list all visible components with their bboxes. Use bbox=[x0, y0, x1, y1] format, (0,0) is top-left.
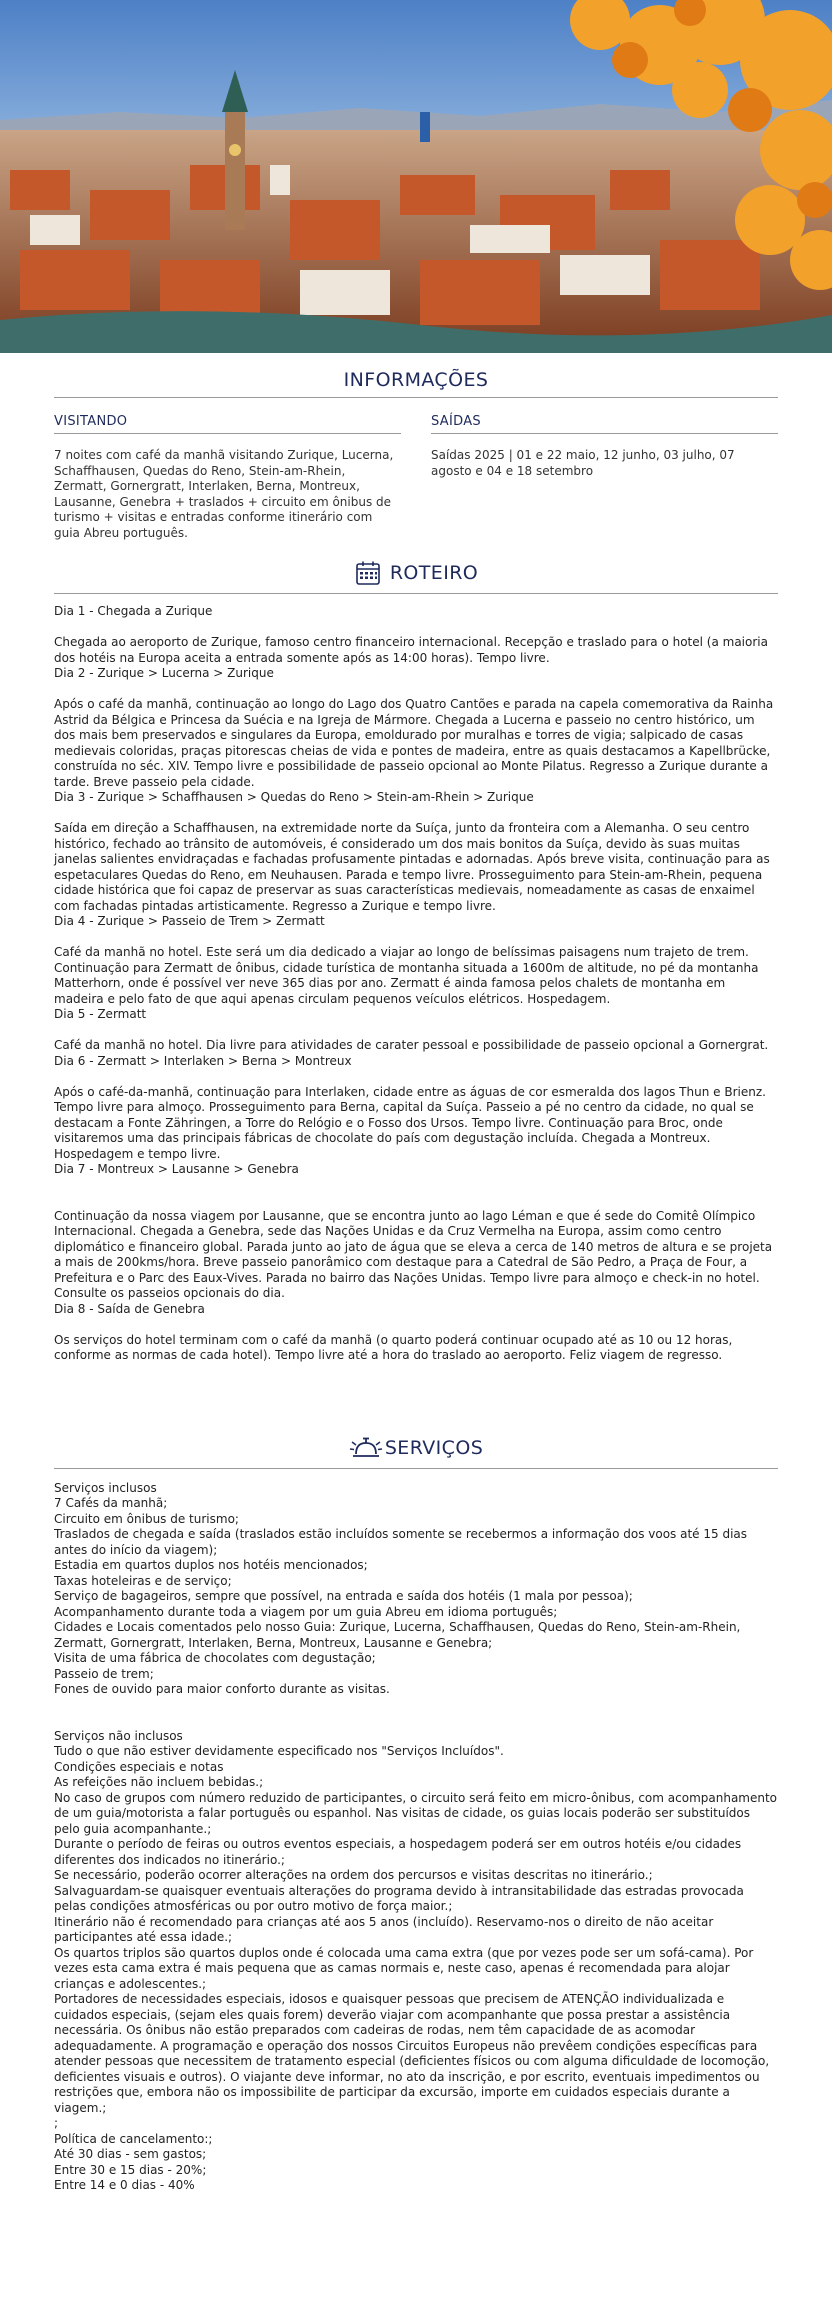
day-text: Chegada ao aeroporto de Zurique, famoso centro financeiro internacional. Recepção e traslado para o hotel (a maioria dos hotéis na Europa aceita a entrada somente após as 14:00 horas). Tempo livre. bbox=[54, 635, 768, 665]
services-list bbox=[54, 1481, 778, 2194]
day-text: Café da manhã no hotel. Dia livre para atividades de carater pessoal e possibilidade de passeio opcional a Gornergrat. bbox=[54, 1038, 769, 1052]
itinerary-day bbox=[54, 1007, 778, 1054]
service-line: Serviço de bagageiros, sempre que possível, na entrada e saída dos hotéis (1 mala por pessoa); bbox=[54, 1589, 633, 1603]
service-line: Estadia em quartos duplos nos hotéis mencionados; bbox=[54, 1558, 368, 1572]
service-line: Taxas hoteleiras e de serviço; bbox=[54, 1573, 232, 1588]
calendar-icon bbox=[354, 559, 382, 587]
servicos-section bbox=[54, 1434, 778, 2194]
service-line: As refeições não incluem bebidas.; bbox=[54, 1775, 264, 1789]
roteiro-title: ROTEIRO bbox=[389, 562, 479, 584]
day-title: Dia 6 - Zermatt > Interlaken > Berna > Montreux bbox=[54, 1053, 352, 1068]
service-line: Política de cancelamento:; bbox=[54, 2131, 213, 2146]
hero-image bbox=[0, 0, 832, 353]
day-text: Após o café-da-manhã, continuação para Interlaken, cidade entre as águas de cor esmeralda dos lagos Thun e Brienz. Tempo livre para almoço. Prosseguimento para Berna, capital da Suíça. Passeio a pé no centro da cidade, no qual se destacam a Fonte Zähringen, a Torre do Relógio e o Fosso dos Ursos. Tempo livre. Continuação para Broc, onde visitaremos uma das principais fábricas de chocolate do país com degustação incluída. Chegada a Montreux. Hospedagem e tempo livre. bbox=[54, 1084, 766, 1161]
day-title: Dia 5 - Zermatt bbox=[54, 1007, 147, 1021]
servicos-title: SERVIÇOS bbox=[384, 1436, 484, 1459]
service-line: Circuito em ônibus de turismo; bbox=[54, 1511, 239, 1526]
itinerary-day bbox=[54, 666, 778, 790]
itinerary-day bbox=[54, 1162, 778, 1302]
service-line: Passeio de trem; bbox=[54, 1666, 154, 1681]
service-line: Salvaguardam-se quaisquer eventuais alterações do programa devido à intransitabilidade das estradas provocada pelas condições atmosféricas ou por outro motivo de força maior.; bbox=[54, 1883, 744, 1913]
visiting-heading: VISITANDO bbox=[54, 414, 401, 434]
itinerary-day bbox=[54, 604, 778, 666]
service-line: No caso de grupos com número reduzido de participantes, o circuito será feito em micro-ônibus, com acompanhamento de um guia/motorista a falar português ou espanhol. Nas visitas de cidade, os guias locais poderão ser substituídos pelo guia acompanhante.; bbox=[54, 1790, 778, 1836]
day-text: Café da manhã no hotel. Este será um dia dedicado a viajar ao longo de belíssimas paisagens num trajeto de trem. Continuação para Zermatt de ônibus, cidade turística de montanha situada a 1600m de altitude, no pé da montanha Matterhorn, onde é possível ver neve 365 dias por ano. Zermatt é ainda famosa pelos chalets de montanha em madeira e pelo fato de que aqui apenas circulam pequenos veículos elétricos. Hospedagem. bbox=[54, 945, 759, 1006]
service-line: Cidades e Locais comentados pelo nosso Guia: Zurique, Lucerna, Schaffhausen, Quedas do Reno, Stein-am-Rhein, Zermatt, Gornergratt, Interlaken, Berna, Montreux, Lausanne e Genebra; bbox=[54, 1620, 741, 1650]
roteiro-section bbox=[54, 559, 778, 1364]
info-title: INFORMAÇÕES bbox=[343, 369, 489, 391]
departures-column bbox=[431, 404, 778, 541]
itinerary bbox=[54, 604, 778, 1364]
itinerary-day bbox=[54, 790, 778, 914]
day-title: Dia 1 - Chegada a Zurique bbox=[54, 604, 213, 618]
service-line: Fones de ouvido para maior conforto durante as visitas. bbox=[54, 1682, 390, 1696]
itinerary-day bbox=[54, 1302, 778, 1364]
day-title: Dia 2 - Zurique > Lucerna > Zurique bbox=[54, 666, 274, 680]
info-section bbox=[54, 369, 778, 541]
departures-text: Saídas 2025 | 01 e 22 maio, 12 junho, 03 julho, 07 agosto e 04 e 18 setembro bbox=[431, 448, 735, 478]
service-line: Os quartos triplos são quartos duplos onde é colocada uma cama extra (que por vezes pode ser um sofá-cama). Por vezes esta cama extra é mais pequena que as camas normais e, neste caso, apenas é recomendada para alojar crianças e adolescentes.; bbox=[54, 1945, 754, 1991]
service-line: Serviços não inclusos bbox=[54, 1728, 183, 1743]
itinerary-day bbox=[54, 914, 778, 1007]
service-line: Visita de uma fábrica de chocolates com degustação; bbox=[54, 1651, 376, 1665]
service-line: ; bbox=[54, 2116, 59, 2130]
servicos-section-title bbox=[54, 1434, 778, 1469]
day-title: Dia 7 - Montreux > Lausanne > Genebra bbox=[54, 1162, 299, 1176]
service-line: Até 30 dias - sem gastos; bbox=[54, 2147, 207, 2161]
service-line: 7 Cafés da manhã; bbox=[54, 1496, 168, 1510]
service-line: Durante o período de feiras ou outros eventos especiais, a hospedagem poderá ser em outros hotéis e/ou cidades diferentes dos indicados no itinerário.; bbox=[54, 1837, 742, 1867]
day-title: Dia 8 - Saída de Genebra bbox=[54, 1301, 205, 1316]
service-line: Portadores de necessidades especiais, idosos e quaisquer pessoas que precisem de ATENÇÃO individualizada e cuidados especiais, (sejam eles quais forem) deverão viajar com acompanhante que possa prestar a assistência necessária. Os ônibus não estão preparados com cadeiras de rodas, nem têm capacidade de as acomodar adequadamente. A programação e operação dos nossos Circuitos Europeus não prevêem condições específicas para atender pessoas que necessitem de tratamento especial (deficientes físicos ou com alguma dificuldade de locomoção, deficientes visuais e outros). O viajante deve informar, no ato da inscrição, e por escrito, eventuais impedimentos ou restrições que, embora não os impossibilite de participar da excursão, importe em cuidados especiais durante a viagem.; bbox=[54, 1992, 770, 2115]
day-title: Dia 4 - Zurique > Passeio de Trem > Zermatt bbox=[54, 914, 325, 928]
day-text: Os serviços do hotel terminam com o café da manhã (o quarto poderá continuar ocupado até as 10 ou 12 horas, conforme as normas de cada hotel). Tempo livre até a hora do traslado ao aeroporto. Feliz viagem de regresso. bbox=[54, 1332, 733, 1362]
day-text: Saída em direção a Schaffhausen, na extremidade norte da Suíça, junto da fronteira com a Alemanha. O seu centro histórico, fechado ao trânsito de automóveis, é considerado um dos mais bonitos da Suíça, devido às suas muitas janelas salientes envidraçadas e fachadas profusamente pintadas e adornadas. Após breve visita, continuação para as espetaculares Quedas do Reno, em Neuhausen. Parada e tempo livre. Prosseguimento para Stein-am-Rhein, pequena cidade histórica que foi capaz de preservar as suas características medievais, nomeadamente as casas de enxaimel com fachadas pintadas artisticamente. Regresso a Zurique e tempo livre. bbox=[54, 821, 770, 913]
day-title: Dia 3 - Zurique > Schaffhausen > Quedas do Reno > Stein-am-Rhein > Zurique bbox=[54, 790, 534, 804]
itinerary-day bbox=[54, 1054, 778, 1163]
service-line: Traslados de chegada e saída (traslados estão incluídos somente se recebermos a informação dos voos até 15 dias antes do início da viagem); bbox=[54, 1527, 748, 1557]
day-text: Após o café da manhã, continuação ao longo do Lago dos Quatro Cantões e parada na capela comemorativa da Rainha Astrid da Bélgica e Princesa da Suécia e na Igreja de Mármore. Chegada a Lucerna e passeio no centro histórico, um dos mais bem preservados e singulares da Europa, emoldurado por muralhas e torres de vigia; salpicado de casas medievais coloridas, praças pitorescas cheias de vida e pontes de madeira, entre as quais destacamos a Kapellbrücke, construída no séc. XIV. Tempo livre e possibilidade de passeio opcional ao Monte Pilatus. Regresso a Zurique durante a tarde. Breve passeio pela cidade. bbox=[54, 697, 774, 789]
day-text: Continuação da nossa viagem por Lausanne, que se encontra junto ao lago Léman e que é sede do Comitê Olímpico Internacional. Chegada a Genebra, sede das Nações Unidas e da Cruz Vermelha na Europa, assim como centro diplomático e financeiro global. Parada junto ao jato de água que se eleva a cerca de 140 metros de altura e se projeta a mais de 200kms/hora. Breve passeio panorâmico com destaque para a Catedral de São Pedro, a Praça de Four, a Prefeitura e o Parc des Eaux-Vives. Parada no bairro das Nações Unidas. Tempo livre para almoço e check-in no hotel. Consulte os passeios opcionais do dia. bbox=[54, 1208, 773, 1300]
service-line: Entre 30 e 15 dias - 20%; bbox=[54, 2162, 207, 2177]
service-line: Entre 14 e 0 dias - 40% bbox=[54, 2178, 195, 2192]
service-line: Serviços inclusos bbox=[54, 1480, 157, 1495]
info-section-title bbox=[54, 369, 778, 398]
visiting-column bbox=[54, 404, 401, 541]
service-bell-icon bbox=[349, 1434, 377, 1462]
service-line: Condições especiais e notas bbox=[54, 1759, 224, 1774]
roteiro-section-title bbox=[54, 559, 778, 594]
departures-heading: SAÍDAS bbox=[431, 414, 778, 434]
included-services bbox=[54, 1481, 778, 1698]
not-included-services bbox=[54, 1729, 778, 2194]
service-line: Itinerário não é recomendado para crianças até aos 5 anos (incluído). Reservamo-nos o direito de não aceitar participantes até essa idade.; bbox=[54, 1914, 714, 1944]
visiting-text: 7 noites com café da manhã visitando Zurique, Lucerna, Schaffhausen, Quedas do Reno, Stein-am-Rhein, Zermatt, Gornergratt, Interlaken, Berna, Montreux, Lausanne, Genebra + traslados + circuito em ônibus de turismo + visitas e entradas conforme itinerário com guia Abreu português. bbox=[54, 448, 394, 540]
service-line: Tudo o que não estiver devidamente especificado nos "Serviços Incluídos". bbox=[54, 1744, 504, 1758]
service-line: Acompanhamento durante toda a viagem por um guia Abreu em idioma português; bbox=[54, 1604, 558, 1619]
service-line: Se necessário, poderão ocorrer alterações na ordem dos percursos e visitas descritas no itinerário.; bbox=[54, 1868, 653, 1882]
